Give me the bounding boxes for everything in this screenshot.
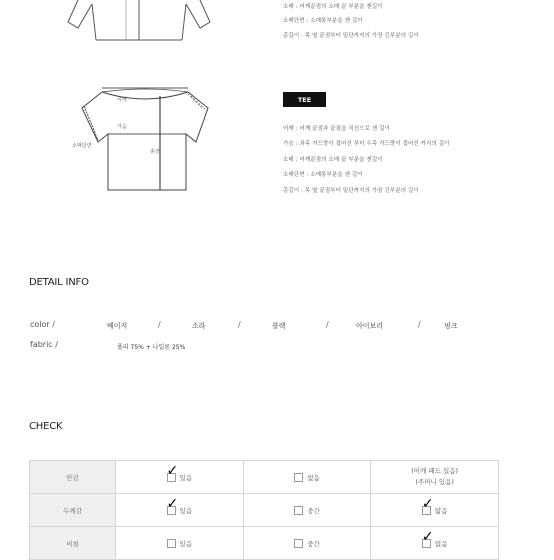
check-title: CHECK [29, 421, 63, 432]
tee-label-shoulder: 어깨 [117, 97, 127, 103]
separator-slash: / [326, 320, 329, 329]
option-label: 얇음 [434, 506, 448, 515]
note-cell [371, 461, 499, 494]
checkmark-icon: ✓ [166, 462, 179, 479]
tee-tag: TEE [283, 92, 326, 107]
tee-label-length: 총장 [150, 149, 160, 155]
check-table [29, 460, 499, 560]
tee-spec-sleeve-cross: 소매단면 : 소매통부분을 잰 길이 [283, 172, 363, 178]
option-label: 없음 [307, 473, 320, 482]
checkbox-checked[interactable] [421, 528, 434, 548]
table-row [30, 494, 499, 527]
option-cell [371, 527, 499, 560]
option-cell [243, 494, 371, 527]
fabric-value: 폴리 75% + 나일론 25% [117, 344, 186, 351]
table-row [30, 527, 499, 560]
option-label: 중간 [307, 506, 320, 515]
color-option: 베이지 [107, 322, 128, 330]
option-cell [371, 494, 499, 527]
option-cell [116, 494, 244, 527]
color-option: 소라 [192, 322, 206, 330]
option-label: 있음 [179, 506, 193, 515]
option-label: 있음 [179, 539, 193, 548]
separator-slash: / [238, 320, 241, 329]
tee-spec-sleeve: 소매 : 어깨끝점의 소매 끝 부분을 잰길이 [283, 157, 383, 163]
tee-label-sleeve-cross: 소매단면 [72, 143, 92, 149]
separator-slash: / [418, 320, 421, 329]
note-line: (어깨 패드 있음) [411, 467, 459, 475]
tee-diagram [70, 82, 210, 200]
separator-slash: / [158, 320, 161, 329]
row-label-lining: 안감 [30, 461, 116, 494]
option-label: 없음 [434, 539, 448, 548]
color-option: 블랙 [272, 322, 286, 330]
row-label-thickness: 두께감 [30, 494, 116, 527]
tee-spec-shoulder: 어깨 : 어깨 끝점과 끝점을 직선으로 잰 길이 [283, 126, 390, 132]
checkbox[interactable] [167, 539, 176, 548]
color-option: 핑크 [444, 322, 458, 330]
fabric-label: fabric / [30, 340, 58, 349]
checkbox-checked[interactable] [166, 495, 179, 515]
checkmark-icon: ✓ [421, 495, 434, 512]
tee-spec-length: 총길이 : 목 옆 끝점부터 밑단까지의 가장 긴부분의 길이 [283, 188, 419, 194]
option-label: 중간 [307, 539, 320, 548]
option-cell [243, 527, 371, 560]
detail-info-title: DETAIL INFO [29, 277, 89, 288]
checkbox[interactable] [294, 539, 303, 548]
note-line: (주머니 있음) [415, 478, 454, 486]
table-row [30, 461, 499, 494]
checkmark-icon: ✓ [166, 495, 179, 512]
checkbox-checked[interactable] [421, 495, 434, 515]
checkbox[interactable] [294, 506, 303, 515]
color-option: 아이보리 [356, 322, 384, 330]
row-label-transparency: 비침 [30, 527, 116, 560]
top-spec-length: 총길이 : 목 옆 끝점부터 밑단까지의 가장 긴부분의 길이 [283, 33, 419, 39]
top-spec-sleeve-cross: 소매단면 : 소매통부분을 잰 길이 [283, 18, 363, 24]
option-cell [116, 527, 244, 560]
checkmark-icon: ✓ [421, 528, 434, 545]
top-garment-sketch [60, 0, 220, 50]
top-spec-sleeve: 소매 : 어깨끝점의 소매 끝 부분을 잰길이 [283, 4, 383, 10]
tee-spec-chest: 가슴 : 좌측 겨드랑이 접어선 부터 우측 겨드랑이 접어선 까지의 길이 [283, 141, 450, 147]
checkbox[interactable] [294, 473, 303, 482]
color-label: color / [30, 320, 55, 329]
checkbox-checked[interactable] [166, 462, 179, 482]
tee-label-chest: 가슴 [117, 124, 127, 130]
option-label: 있음 [179, 473, 193, 482]
option-cell [243, 461, 371, 494]
option-cell [116, 461, 244, 494]
